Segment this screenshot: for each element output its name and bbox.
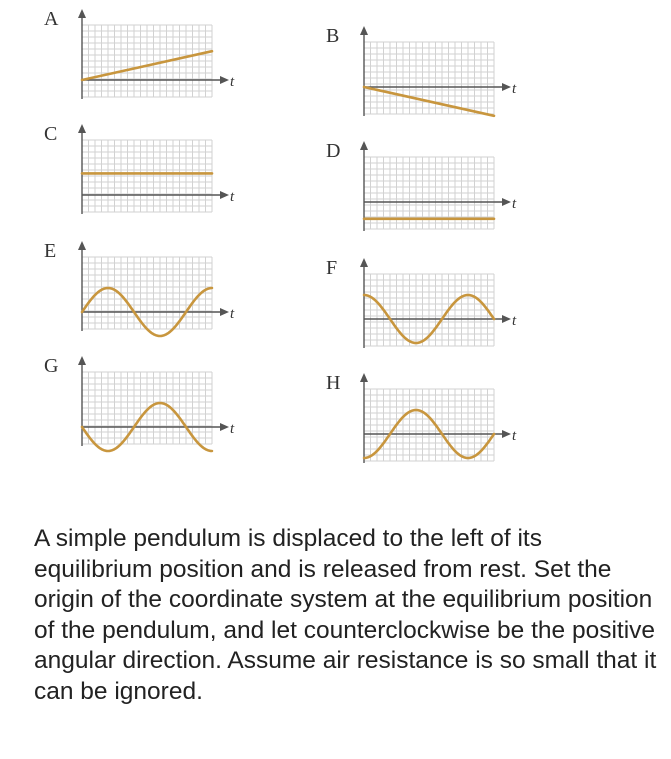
panel-label-e: E: [44, 240, 57, 262]
time-axis-label: t: [512, 428, 517, 444]
panel-label-h: H: [326, 372, 341, 394]
panel-label-a: A: [44, 8, 59, 30]
right-arrow-icon: [502, 430, 511, 438]
up-arrow-icon: [360, 258, 368, 267]
graph-grid: [82, 257, 212, 329]
graph-panel-e[interactable]: [44, 240, 235, 336]
up-arrow-icon: [78, 124, 86, 133]
graph-panel-g[interactable]: [44, 355, 235, 451]
graph-panel-h[interactable]: [326, 372, 517, 463]
right-arrow-icon: [220, 191, 229, 199]
up-arrow-icon: [360, 373, 368, 382]
up-arrow-icon: [78, 241, 86, 250]
graph-panel-f[interactable]: [326, 257, 517, 348]
right-arrow-icon: [502, 198, 511, 206]
panel-label-b: B: [326, 25, 340, 47]
right-arrow-icon: [502, 315, 511, 323]
graph-grid: [82, 372, 212, 444]
question-text: A simple pendulum is displaced to the left of its equilibrium position and is released from rest. Set the origin of the coordinate system at the equilibrium position of the pendulum, and let counterclockwise be the positive angular direction. Assume air resistance is so small that it can be ignored.: [34, 525, 657, 705]
up-arrow-icon: [360, 141, 368, 150]
time-axis-label: t: [512, 81, 517, 97]
right-arrow-icon: [220, 76, 229, 84]
graph-panel-a[interactable]: [44, 8, 235, 99]
graph-grid: [364, 389, 494, 461]
graph-panel-b[interactable]: [326, 25, 517, 116]
graph-grid: [82, 25, 212, 97]
right-arrow-icon: [220, 423, 229, 431]
right-arrow-icon: [502, 83, 511, 91]
panel-label-g: G: [44, 355, 59, 377]
graph-grid: [82, 140, 212, 212]
time-axis-label: t: [230, 74, 235, 90]
panel-label-d: D: [326, 140, 341, 162]
graph-grid: [364, 42, 494, 114]
panel-label-c: C: [44, 123, 58, 145]
up-arrow-icon: [360, 26, 368, 35]
panel-label-f: F: [326, 257, 338, 279]
time-axis-label: t: [230, 189, 235, 205]
graph-panel-c[interactable]: [44, 123, 235, 214]
graph-panel-d[interactable]: [326, 140, 517, 231]
up-arrow-icon: [78, 9, 86, 18]
time-axis-label: t: [230, 306, 235, 322]
time-axis-label: t: [512, 313, 517, 329]
up-arrow-icon: [78, 356, 86, 365]
right-arrow-icon: [220, 308, 229, 316]
time-axis-label: t: [230, 421, 235, 437]
time-axis-label: t: [512, 196, 517, 212]
